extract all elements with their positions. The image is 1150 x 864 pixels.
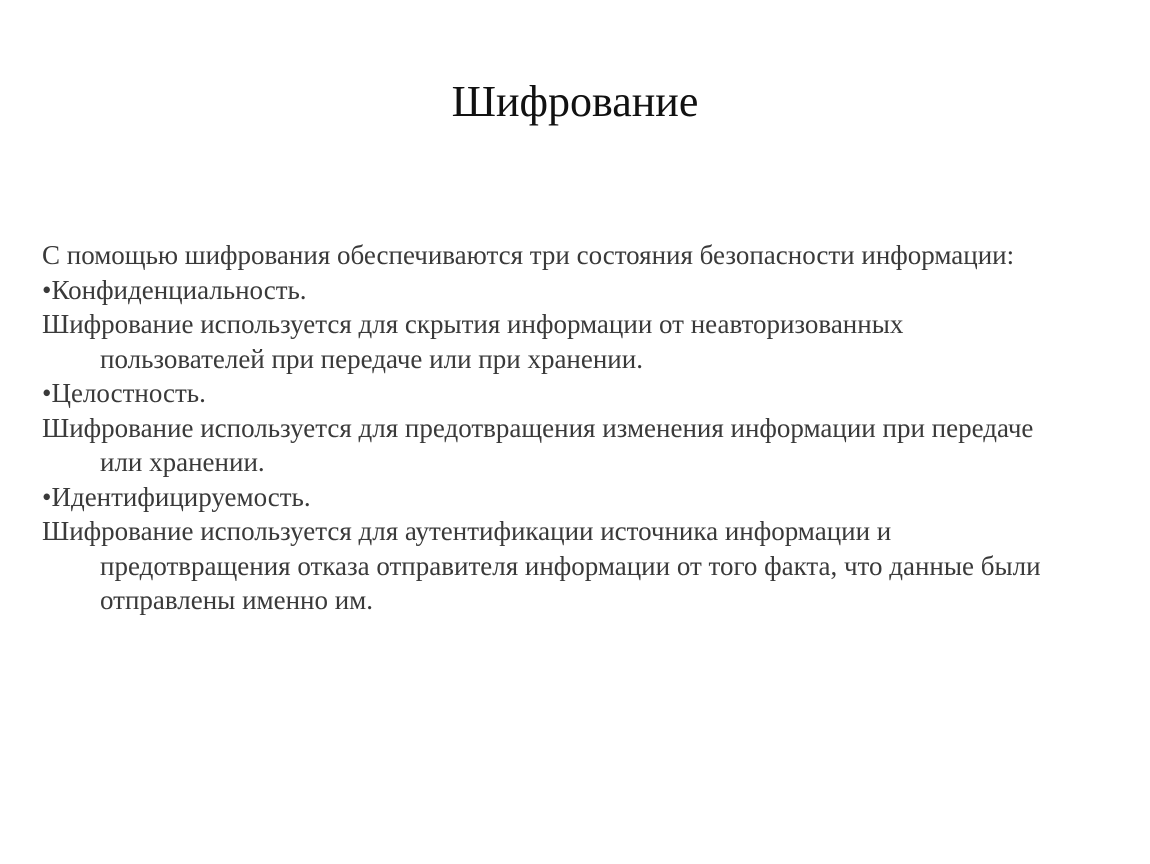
- slide-body: [42, 238, 1122, 618]
- description-identifiability: [42, 514, 1122, 618]
- bullet-integrity: •Целостность.: [42, 378, 206, 408]
- description-line: Шифрование используется для аутентификации источника информации и: [42, 516, 892, 546]
- description-line: пользователей при передаче или при хранении.: [100, 343, 643, 374]
- intro-text: С помощью шифрования обеспечиваются три состояния безопасности информации:: [42, 240, 1015, 270]
- description-line: Шифрование используется для скрытия информации от неавторизованных: [42, 309, 904, 339]
- description-line: или хранении.: [100, 447, 265, 477]
- slide-title: Шифрование: [451, 77, 699, 126]
- bullet-identifiability: •Идентифицируемость.: [42, 481, 311, 512]
- description-confidentiality: [42, 307, 1122, 376]
- description-integrity: [42, 411, 1122, 480]
- bullet-confidentiality: •Конфиденциальность.: [42, 274, 307, 305]
- description-line: предотвращения отказа отправителя информации от того факта, что данные были: [100, 550, 1041, 581]
- description-line: отправлены именно им.: [100, 585, 374, 615]
- description-line: Шифрование используется для предотвращения изменения информации при передаче: [42, 412, 1034, 443]
